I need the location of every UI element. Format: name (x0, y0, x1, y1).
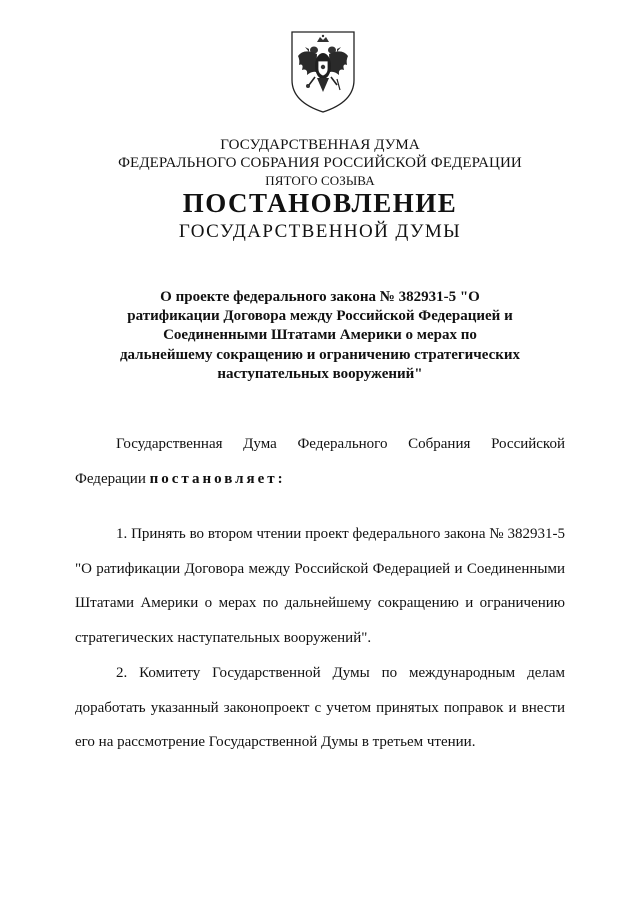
document-subject (0, 288, 640, 384)
subject-line: ратификации Договора между Российской Федерацией и (127, 308, 513, 325)
document-subtitle: ГОСУДАРСТВЕННОЙ ДУМЫ (178, 221, 462, 242)
subject-line: дальнейшему сокращению и ограничению стратегических (119, 346, 521, 363)
document-title: ПОСТАНОВЛЕНИЕ (182, 188, 458, 218)
resolution-paragraph-1: 1. Принять во втором чтении проект федерального закона № 382931-5 "О ратификации Договора между Российской Федерацией и Соединенными Штатами Америки о мерах по дальнейшему сокращению и ограничению стратегических наступательных вооружений". (75, 526, 565, 646)
preamble (75, 427, 565, 496)
subject-line: Соединенными Штатами Америки о мерах по (163, 327, 477, 344)
russian-coat-of-arms-icon (290, 30, 356, 114)
subject-line: наступательных вооружений" (217, 365, 423, 382)
resolution-paragraph-2: 2. Комитету Государственной Думы по международным делам доработать указанный законопроект с учетом принятых поправок и внести его на рассмотрение Государственной Думы в третьем чтении. (75, 665, 565, 750)
preamble-text: Государственная Дума Федерального Собрания Российской Федерации (75, 436, 565, 487)
preamble-verb: постановляет: (149, 470, 286, 487)
header-convocation: ПЯТОГО СОЗЫВА (265, 173, 375, 188)
header-federal-assembly: ФЕДЕРАЛЬНОГО СОБРАНИЯ РОССИЙСКОЙ ФЕДЕРАЦИИ (118, 155, 522, 171)
header-organization: ГОСУДАРСТВЕННАЯ ДУМА (220, 137, 420, 153)
subject-line: О проекте федерального закона № 382931-5 "О (160, 289, 480, 305)
